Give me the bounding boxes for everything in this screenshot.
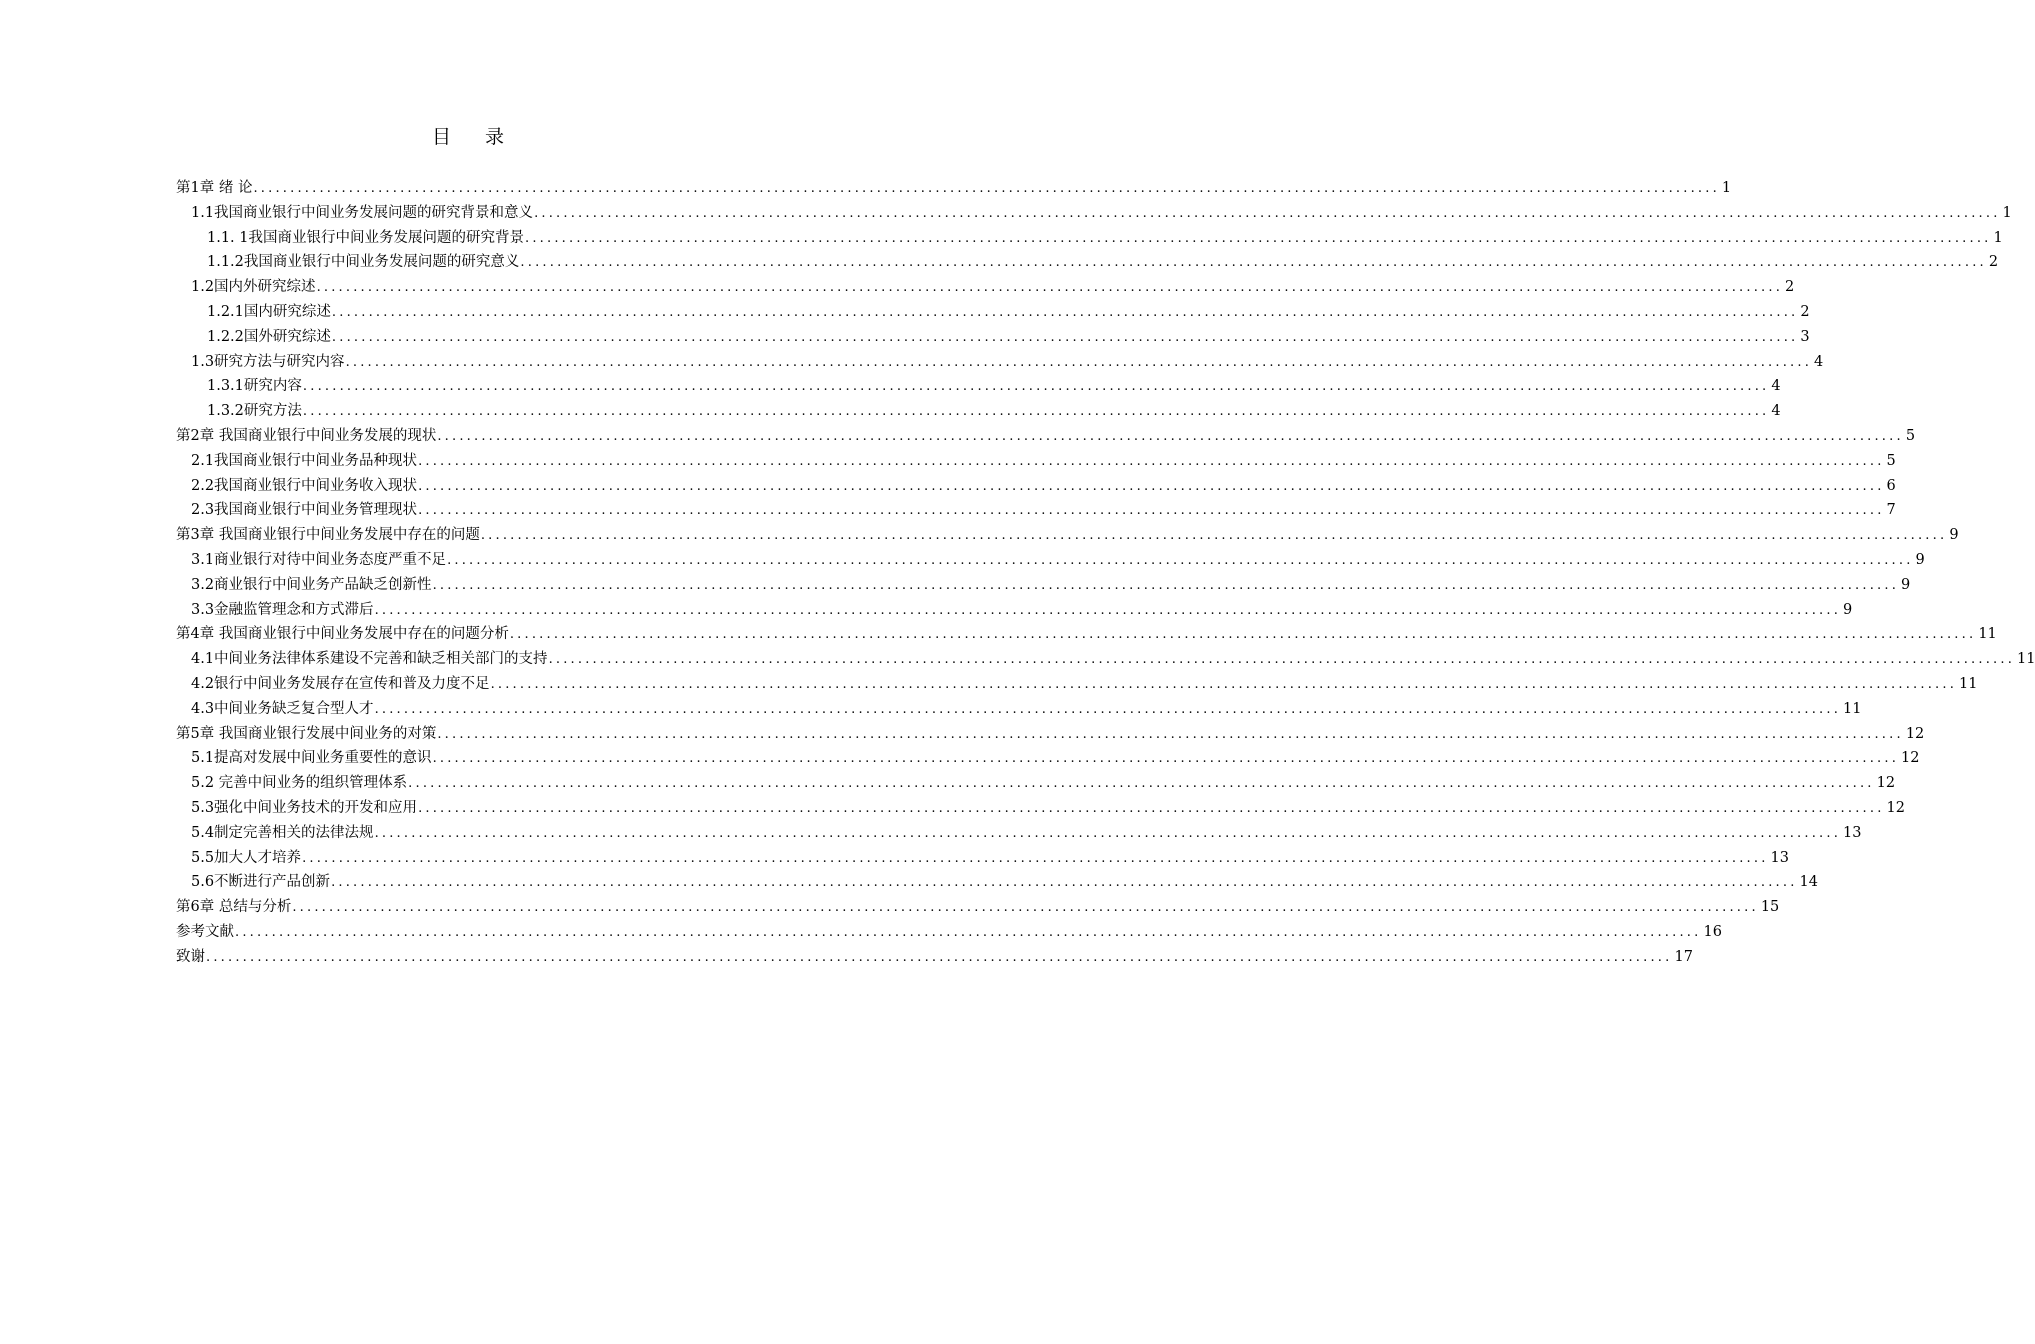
dot-leader: ........................................................................................................................................................................................................ bbox=[418, 503, 1885, 519]
dot-leader: ........................................................................................................................................................................................................ bbox=[345, 354, 1813, 370]
dot-leader: ........................................................................................................................................................................................................ bbox=[374, 701, 1842, 717]
toc-entry-page-number: 12 bbox=[1901, 750, 1920, 767]
dot-leader: ........................................................................................................................................................................................................ bbox=[525, 230, 1992, 246]
toc-entry-page-number: 14 bbox=[1799, 874, 1818, 891]
toc-entry-page-number: 2 bbox=[1988, 254, 1999, 271]
toc-entry[interactable] bbox=[176, 598, 1853, 623]
toc-entry-label: 第5章 我国商业银行发展中间业务的对策 bbox=[176, 725, 437, 742]
toc-entry-label: 3.3金融监管理念和方式滞后 bbox=[191, 601, 374, 618]
toc-entry-label: 1.3.1研究内容 bbox=[207, 378, 302, 395]
toc-entry[interactable] bbox=[176, 647, 2035, 672]
toc-entry[interactable] bbox=[176, 548, 1925, 573]
dot-leader: ........................................................................................................................................................................................................ bbox=[418, 478, 1885, 494]
toc-entry-label: 1.1. 1我国商业银行中间业务发展问题的研究背景 bbox=[207, 229, 525, 246]
toc-entry-label: 5.4制定完善相关的法律法规 bbox=[191, 824, 374, 841]
dot-leader: ........................................................................................................................................................................................................ bbox=[253, 181, 1720, 196]
toc-entry[interactable] bbox=[176, 201, 2012, 226]
dot-leader: ........................................................................................................................................................................................................ bbox=[408, 776, 1875, 792]
dot-leader: ........................................................................................................................................................................................................ bbox=[302, 404, 1770, 420]
toc-entry-label: 第6章 总结与分析 bbox=[176, 899, 292, 916]
toc-entry-page-number: 7 bbox=[1886, 502, 1896, 519]
toc-entry-label: 3.1商业银行对待中间业务态度严重不足 bbox=[191, 551, 447, 568]
toc-entry-page-number: 11 bbox=[1978, 626, 1997, 643]
toc-entry-label: 1.2.1国内研究综述 bbox=[207, 303, 331, 320]
dot-leader: ........................................................................................................................................................................................................ bbox=[534, 205, 2001, 221]
toc-entry[interactable] bbox=[176, 870, 1818, 895]
toc-entry-label: 1.3研究方法与研究内容 bbox=[191, 353, 345, 370]
toc-entry[interactable] bbox=[176, 895, 1780, 920]
toc-entry-label: 致谢 bbox=[176, 948, 205, 965]
toc-entry-label: 4.2银行中间业务发展存在宣传和普及力度不足 bbox=[191, 675, 490, 692]
dot-leader: ........................................................................................................................................................................................................ bbox=[302, 850, 1769, 866]
dot-leader: ........................................................................................................................................................................................................ bbox=[418, 453, 1885, 469]
toc-entry[interactable] bbox=[176, 796, 1905, 821]
toc-entry[interactable] bbox=[176, 523, 1959, 548]
toc-entry-page-number: 1 bbox=[1721, 180, 1732, 196]
toc-entry-page-number: 9 bbox=[1949, 527, 1959, 544]
toc-entry-label: 1.3.2研究方法 bbox=[207, 403, 302, 420]
toc-entry-page-number: 3 bbox=[1800, 328, 1810, 345]
toc-entry[interactable] bbox=[176, 672, 1978, 697]
dot-leader: ........................................................................................................................................................................................................ bbox=[331, 329, 1799, 345]
toc-entry-page-number: 9 bbox=[1915, 551, 1925, 568]
toc-entry[interactable] bbox=[176, 771, 1896, 796]
toc-entry-page-number: 4 bbox=[1771, 403, 1781, 420]
toc-entry-page-number: 13 bbox=[1843, 824, 1862, 841]
toc-entry-page-number: 9 bbox=[1901, 576, 1911, 593]
table-of-contents bbox=[176, 176, 2035, 970]
toc-entry-label: 参考文献 bbox=[176, 923, 234, 940]
toc-entry[interactable] bbox=[176, 498, 1896, 523]
dot-leader: ........................................................................................................................................................................................................ bbox=[302, 379, 1770, 395]
dot-leader: ........................................................................................................................................................................................................ bbox=[480, 528, 1948, 544]
dot-leader: ........................................................................................................................................................................................................ bbox=[331, 875, 1798, 891]
toc-entry-page-number: 17 bbox=[1674, 948, 1693, 965]
toc-entry-label: 第2章 我国商业银行中间业务发展的现状 bbox=[176, 427, 437, 444]
toc-entry[interactable] bbox=[176, 722, 1925, 747]
toc-entry-page-number: 2 bbox=[1800, 303, 1810, 320]
dot-leader: ........................................................................................................................................................................................................ bbox=[548, 652, 2016, 668]
toc-entry-label: 5.2 完善中间业务的组织管理体系 bbox=[191, 775, 408, 792]
toc-entry[interactable] bbox=[176, 275, 1795, 300]
dot-leader: ........................................................................................................................................................................................................ bbox=[316, 280, 1784, 296]
toc-entry[interactable] bbox=[176, 474, 1896, 499]
toc-entry-label: 第1章 绪 论 bbox=[176, 180, 253, 196]
dot-leader: ........................................................................................................................................................................................................ bbox=[235, 924, 1702, 940]
toc-entry-page-number: 1 bbox=[1993, 229, 2003, 246]
toc-entry[interactable] bbox=[176, 920, 1722, 945]
toc-entry-page-number: 12 bbox=[1876, 775, 1896, 792]
toc-entry-label: 4.1中间业务法律体系建设不完善和缺乏相关部门的支持 bbox=[191, 651, 548, 668]
dot-leader: ........................................................................................................................................................................................................ bbox=[432, 751, 1900, 767]
toc-entry-label: 3.2商业银行中间业务产品缺乏创新性 bbox=[191, 576, 432, 593]
toc-entry-label: 2.3我国商业银行中间业务管理现状 bbox=[191, 502, 418, 519]
toc-entry-label: 5.6不断进行产品创新 bbox=[191, 874, 331, 891]
dot-leader: ........................................................................................................................................................................................................ bbox=[437, 726, 1904, 742]
toc-entry-label: 1.2国内外研究综述 bbox=[191, 279, 316, 296]
toc-entry[interactable] bbox=[176, 300, 1810, 325]
toc-entry-label: 4.3中间业务缺乏复合型人才 bbox=[191, 700, 374, 717]
toc-entry[interactable] bbox=[176, 821, 1862, 846]
toc-entry[interactable] bbox=[176, 226, 2003, 251]
toc-entry-page-number: 1 bbox=[2002, 204, 2012, 221]
toc-entry[interactable] bbox=[176, 449, 1896, 474]
toc-entry-page-number: 15 bbox=[1760, 899, 1780, 916]
dot-leader: ........................................................................................................................................................................................................ bbox=[206, 949, 1673, 965]
dot-leader: ........................................................................................................................................................................................................ bbox=[509, 627, 1977, 643]
toc-entry[interactable] bbox=[176, 399, 1781, 424]
toc-entry-label: 5.1提高对发展中间业务重要性的意识 bbox=[191, 750, 432, 767]
toc-entry[interactable] bbox=[176, 374, 1781, 399]
toc-entry-page-number: 11 bbox=[1843, 700, 1862, 717]
toc-entry-label: 第4章 我国商业银行中间业务发展中存在的问题分析 bbox=[176, 626, 509, 643]
toc-entry-page-number: 9 bbox=[1843, 601, 1853, 618]
dot-leader: ........................................................................................................................................................................................................ bbox=[331, 304, 1799, 320]
toc-entry-label: 5.3强化中间业务技术的开发和应用 bbox=[191, 799, 418, 816]
toc-entry-page-number: 5 bbox=[1905, 427, 1916, 444]
toc-entry-page-number: 11 bbox=[1959, 675, 1978, 692]
dot-leader: ........................................................................................................................................................................................................ bbox=[292, 900, 1759, 916]
toc-entry-page-number: 6 bbox=[1886, 477, 1896, 494]
dot-leader: ........................................................................................................................................................................................................ bbox=[437, 428, 1904, 444]
toc-title: 目 录 bbox=[431, 126, 519, 148]
toc-entry[interactable] bbox=[176, 746, 1920, 771]
toc-entry-label: 1.2.2国外研究综述 bbox=[207, 328, 331, 345]
toc-entry-label: 2.1我国商业银行中间业务品种现状 bbox=[191, 452, 418, 469]
dot-leader: ........................................................................................................................................................................................................ bbox=[418, 800, 1885, 816]
toc-entry[interactable] bbox=[176, 350, 1824, 375]
toc-entry-label: 1.1.2我国商业银行中间业务发展问题的研究意义 bbox=[207, 254, 520, 271]
toc-entry-page-number: 2 bbox=[1785, 279, 1795, 296]
toc-entry-page-number: 4 bbox=[1771, 378, 1781, 395]
dot-leader: ........................................................................................................................................................................................................ bbox=[374, 602, 1842, 618]
toc-entry-label: 第3章 我国商业银行中间业务发展中存在的问题 bbox=[176, 527, 480, 544]
toc-entry[interactable] bbox=[176, 176, 1732, 201]
dot-leader: ........................................................................................................................................................................................................ bbox=[374, 825, 1842, 841]
toc-entry[interactable] bbox=[176, 424, 1916, 449]
toc-entry[interactable] bbox=[176, 622, 1997, 647]
toc-entry-page-number: 16 bbox=[1703, 923, 1722, 940]
toc-entry-label: 5.5加大人才培养 bbox=[191, 849, 302, 866]
toc-entry-label: 1.1我国商业银行中间业务发展问题的研究背景和意义 bbox=[191, 204, 534, 221]
toc-entry-page-number: 12 bbox=[1886, 799, 1905, 816]
toc-entry-page-number: 4 bbox=[1814, 353, 1824, 370]
toc-entry-page-number: 5 bbox=[1886, 452, 1896, 469]
toc-entry-page-number: 13 bbox=[1770, 849, 1789, 866]
dot-leader: ........................................................................................................................................................................................................ bbox=[520, 255, 1987, 271]
toc-entry[interactable] bbox=[176, 945, 1693, 970]
toc-entry-label: 2.2我国商业银行中间业务收入现状 bbox=[191, 477, 418, 494]
toc-entry[interactable] bbox=[176, 250, 1999, 275]
toc-entry-page-number: 11 bbox=[2017, 651, 2035, 668]
dot-leader: ........................................................................................................................................................................................................ bbox=[490, 676, 1958, 692]
dot-leader: ........................................................................................................................................................................................................ bbox=[447, 552, 1914, 568]
toc-entry[interactable] bbox=[176, 325, 1810, 350]
toc-entry-page-number: 12 bbox=[1905, 725, 1925, 742]
toc-entry[interactable] bbox=[176, 697, 1862, 722]
dot-leader: ........................................................................................................................................................................................................ bbox=[432, 577, 1900, 593]
toc-entry[interactable] bbox=[176, 846, 1789, 871]
toc-entry[interactable] bbox=[176, 573, 1911, 598]
